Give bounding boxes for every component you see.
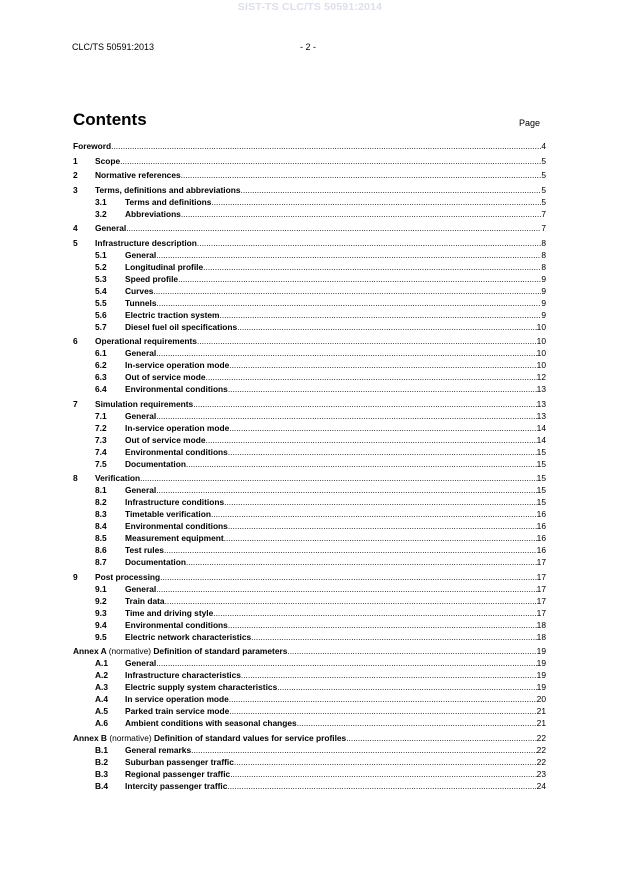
toc-entry[interactable]	[73, 595, 546, 607]
toc-entry[interactable]	[73, 717, 546, 729]
toc-entry[interactable]	[73, 619, 546, 631]
toc-entry-page: 18	[536, 619, 546, 630]
toc-entry-page: 14	[536, 422, 546, 433]
dot-leader	[186, 458, 537, 470]
toc-entry[interactable]	[73, 472, 546, 484]
toc-entry-title: Infrastructure characteristics	[125, 670, 241, 680]
toc-entry[interactable]	[73, 446, 546, 458]
toc-entry[interactable]	[73, 571, 546, 583]
toc-entry[interactable]	[73, 583, 546, 595]
toc-entry-title: In-service operation mode	[125, 422, 230, 433]
toc-entry-number: 8	[73, 473, 78, 483]
toc-entry-page: 7	[541, 223, 546, 233]
toc-entry-page: 17	[536, 557, 546, 567]
toc-entry-title: Documentation	[125, 458, 186, 469]
toc-entry-page: 15	[536, 497, 546, 507]
toc-entry-page: 5	[541, 155, 546, 166]
toc-entry-page: 23	[536, 768, 546, 779]
toc-entry-title: Normative references	[95, 170, 181, 180]
toc-entry-title: Environmental conditions	[125, 446, 228, 457]
dot-leader	[224, 496, 537, 508]
toc-entry[interactable]	[73, 544, 546, 556]
toc-entry[interactable]	[73, 222, 546, 234]
toc-entry-number: 5.2	[95, 261, 107, 272]
toc-entry-title: Documentation	[125, 557, 186, 567]
toc-entry-page: 22	[536, 744, 546, 755]
toc-entry-page: 8	[541, 261, 546, 272]
toc-entry-number: 3	[73, 184, 78, 195]
toc-entry[interactable]	[73, 669, 546, 681]
toc-entry-number: A.5	[95, 706, 109, 716]
dot-leader	[197, 335, 537, 347]
toc-entry-title: General	[125, 249, 157, 260]
toc-entry-page: 19	[536, 658, 546, 668]
toc-entry[interactable]	[73, 285, 546, 297]
toc-entry-title: Terms, definitions and abbreviations	[95, 184, 241, 195]
toc-entry-page: 19	[536, 682, 546, 692]
toc-entry-page: 13	[536, 410, 546, 421]
toc-entry-page: 21	[536, 706, 546, 716]
toc-entry[interactable]	[73, 508, 546, 520]
toc-entry-number: 3.1	[95, 196, 107, 207]
dot-leader	[120, 155, 541, 167]
toc-entry-number: B.1	[95, 744, 109, 755]
toc-entry[interactable]	[73, 631, 546, 643]
dot-leader	[229, 705, 536, 717]
toc-entry-number: B.2	[95, 756, 109, 767]
toc-entry[interactable]	[73, 556, 546, 568]
dot-leader	[224, 532, 537, 544]
toc-entry-title: Tunnels	[125, 297, 157, 308]
dot-leader	[156, 657, 536, 669]
toc-entry-title: Out of service mode	[125, 434, 206, 445]
annex-title: Definition of standard parameters	[153, 646, 288, 656]
dot-leader	[197, 237, 541, 249]
toc-entry-title: Timetable verification	[125, 509, 211, 519]
dot-leader	[203, 261, 541, 273]
toc-entry[interactable]	[73, 422, 546, 434]
toc-entry-number: 7.1	[95, 410, 107, 421]
toc-entry-title	[73, 645, 287, 657]
toc-entry-page: 16	[536, 521, 546, 531]
toc-entry-page: 10	[536, 360, 546, 370]
toc-entry[interactable]	[73, 434, 546, 446]
dot-leader	[211, 196, 541, 208]
toc-entry-number: A.6	[95, 718, 109, 728]
toc-entry-number: 8.7	[95, 557, 107, 567]
dot-leader	[234, 756, 537, 768]
dot-leader	[191, 744, 537, 756]
dot-leader	[287, 645, 536, 657]
toc-entry[interactable]	[73, 496, 546, 508]
toc-entry[interactable]	[73, 532, 546, 544]
dot-leader	[241, 669, 537, 681]
toc-entry-title: In service operation mode	[125, 694, 229, 704]
toc-entry-title: Operational requirements	[95, 336, 197, 346]
toc-entry-title: Foreword	[73, 141, 112, 151]
toc-entry-number: 1	[73, 155, 78, 166]
toc-entry-title: General	[125, 658, 157, 668]
dot-leader	[229, 422, 536, 434]
toc-entry-page: 9	[541, 309, 546, 320]
toc-entry-title: General	[125, 410, 157, 421]
annex-status-note: (normative)	[109, 732, 152, 743]
dot-leader	[241, 184, 542, 196]
toc-entry-page: 16	[536, 509, 546, 519]
dot-leader	[206, 434, 537, 446]
dot-leader	[181, 169, 542, 181]
toc-entry-page: 7	[541, 208, 546, 219]
toc-entry[interactable]	[73, 520, 546, 532]
toc-entry-page: 22	[536, 732, 546, 743]
dot-leader	[178, 273, 541, 285]
toc-entry-page: 15	[536, 458, 546, 469]
toc-entry-page: 24	[536, 780, 546, 791]
toc-entry-page: 19	[536, 670, 546, 680]
toc-entry-page: 15	[536, 446, 546, 457]
document-id: CLC/TS 50591:2013	[72, 42, 155, 52]
toc-entry-title	[73, 732, 346, 744]
toc-entry-number: 6.2	[95, 360, 107, 370]
dot-leader	[186, 556, 537, 568]
toc-entry-page: 10	[536, 348, 546, 358]
toc-entry-page: 16	[536, 545, 546, 555]
toc-entry-number: 7.2	[95, 422, 107, 433]
toc-entry-number: 9.3	[95, 607, 107, 618]
toc-entry[interactable]	[73, 645, 546, 657]
toc-entry-title: General	[125, 485, 157, 495]
toc-entry-title: Measurement equipment	[125, 533, 224, 543]
toc-entry-number: 6	[73, 336, 78, 346]
dot-leader	[230, 768, 536, 780]
toc-entry-page: 8	[541, 249, 546, 260]
toc-entry-page: 15	[536, 485, 546, 495]
dot-leader	[229, 359, 536, 371]
toc-entry-number: B.4	[95, 780, 109, 791]
toc-entry-number: 2	[73, 170, 78, 180]
annex-label: Annex A	[73, 646, 107, 656]
toc-entry-title: Suburban passenger traffic	[125, 756, 234, 767]
toc-entry-page: 13	[536, 398, 546, 409]
toc-entry-page: 19	[536, 646, 546, 656]
toc-entry[interactable]	[73, 169, 546, 181]
toc-entry-number: 9	[73, 571, 78, 582]
toc-entry-title: Terms and definitions	[125, 196, 212, 207]
dot-leader	[156, 249, 541, 261]
toc-entry-number: 7.3	[95, 434, 107, 445]
toc-entry[interactable]	[73, 297, 546, 309]
annex-title: Definition of standard values for service profiles	[154, 732, 347, 743]
toc-entry[interactable]	[73, 140, 546, 152]
toc-entry-number: 4	[73, 223, 78, 233]
toc-entry-number: 5.4	[95, 285, 107, 296]
toc-entry[interactable]	[73, 321, 546, 333]
toc-entry-number: 8.5	[95, 533, 107, 543]
toc-entry-number: 5.3	[95, 273, 107, 284]
toc-entry-number: A.2	[95, 670, 109, 680]
dot-leader	[227, 780, 536, 792]
toc-entry-page: 16	[536, 533, 546, 543]
dot-leader	[156, 410, 536, 422]
toc-entry-title: General remarks	[125, 744, 192, 755]
toc-entry-title: General	[95, 223, 127, 233]
toc-entry-number: 9.5	[95, 631, 107, 642]
toc-entry-title: Infrastructure description	[95, 237, 197, 248]
dot-leader	[165, 595, 537, 607]
toc-entry-title: Train data	[125, 595, 165, 606]
dot-leader	[213, 607, 536, 619]
dot-leader	[346, 732, 536, 744]
toc-entry[interactable]	[73, 768, 546, 780]
toc-entry-page: 9	[541, 285, 546, 296]
toc-entry-number: A.4	[95, 694, 109, 704]
toc-entry-number: 6.4	[95, 384, 107, 394]
toc-entry-number: 8.1	[95, 485, 107, 495]
toc-entry-page: 17	[536, 607, 546, 618]
toc-entry[interactable]	[73, 607, 546, 619]
toc-entry[interactable]	[73, 261, 546, 273]
toc-entry-page: 4	[541, 141, 546, 151]
annex-status-note: (normative)	[108, 646, 152, 656]
toc-entry-number: 7	[73, 398, 78, 409]
toc-entry-page: 18	[536, 631, 546, 642]
dot-leader	[251, 631, 537, 643]
toc-entry[interactable]	[73, 732, 546, 744]
toc-entry[interactable]	[73, 371, 546, 383]
toc-entry-title: Regional passenger traffic	[125, 768, 231, 779]
toc-entry[interactable]	[73, 359, 546, 371]
toc-entry-page: 15	[536, 473, 546, 483]
toc-entry-number: 7.5	[95, 458, 107, 469]
toc-entry-page: 17	[536, 571, 546, 582]
toc-entry-page: 12	[536, 372, 546, 382]
toc-entry-title: Longitudinal profile	[125, 261, 204, 272]
toc-entry-title: Curves	[125, 285, 154, 296]
toc-entry[interactable]	[73, 237, 546, 249]
toc-entry-number: 5.5	[95, 297, 107, 308]
toc-entry-title: Time and driving style	[125, 607, 214, 618]
toc-entry-number: A.3	[95, 682, 109, 692]
toc-entry-title: Infrastructure conditions	[125, 497, 225, 507]
toc-entry[interactable]	[73, 705, 546, 717]
page-number: - 2 -	[300, 42, 317, 52]
dot-leader	[193, 398, 536, 410]
toc-entry-title: Parked train service mode	[125, 706, 230, 716]
toc-entry-page: 20	[536, 694, 546, 704]
table-of-contents	[73, 140, 546, 792]
toc-entry-title: Ambient conditions with seasonal changes	[125, 718, 297, 728]
dot-leader	[164, 544, 537, 556]
dot-leader	[153, 285, 541, 297]
page-title: Contents	[73, 110, 147, 129]
dot-leader	[228, 383, 537, 395]
toc-entry[interactable]	[73, 410, 546, 422]
dot-leader	[160, 571, 537, 583]
toc-entry-number: 5.6	[95, 309, 107, 320]
toc-entry[interactable]	[73, 273, 546, 285]
toc-entry-page: 10	[536, 321, 546, 332]
toc-entry-title: Simulation requirements	[95, 398, 194, 409]
toc-entry[interactable]	[73, 335, 546, 347]
toc-entry-number: 8.4	[95, 521, 107, 531]
toc-entry[interactable]	[73, 249, 546, 261]
dot-leader	[156, 347, 536, 359]
dot-leader	[211, 508, 537, 520]
dot-leader	[237, 321, 537, 333]
toc-entry[interactable]	[73, 347, 546, 359]
toc-entry-title: Verification	[95, 473, 141, 483]
toc-entry-number: 9.1	[95, 583, 107, 594]
dot-leader	[228, 619, 537, 631]
dot-leader	[181, 208, 541, 220]
toc-entry-title: Electric supply system characteristics	[125, 682, 278, 692]
toc-entry[interactable]	[73, 657, 546, 669]
toc-entry[interactable]	[73, 309, 546, 321]
toc-entry-page: 14	[536, 434, 546, 445]
toc-entry-title: Environmental conditions	[125, 521, 228, 531]
dot-leader	[156, 583, 536, 595]
toc-entry[interactable]	[73, 184, 546, 196]
toc-entry-number: 3.2	[95, 208, 107, 219]
toc-entry-page: 5	[541, 170, 546, 180]
toc-entry-number: 8.6	[95, 545, 107, 555]
toc-entry-page: 5	[541, 196, 546, 207]
dot-leader	[111, 140, 541, 152]
toc-entry-page: 17	[536, 583, 546, 594]
toc-entry-title: Environmental conditions	[125, 384, 228, 394]
dot-leader	[156, 484, 536, 496]
toc-entry-title: Out of service mode	[125, 372, 206, 382]
dot-leader	[206, 371, 537, 383]
toc-entry-number: 5.1	[95, 249, 107, 260]
toc-entry-title: General	[125, 348, 157, 358]
toc-entry-title: Abbreviations	[125, 208, 181, 219]
toc-entry-number: 5	[73, 237, 78, 248]
dot-leader	[297, 717, 537, 729]
dot-leader	[229, 693, 537, 705]
toc-entry[interactable]	[73, 780, 546, 792]
dot-leader	[220, 309, 542, 321]
toc-entry-number: 6.3	[95, 372, 107, 382]
toc-entry[interactable]	[73, 756, 546, 768]
page-column-label: Page	[519, 118, 541, 128]
toc-entry-title: Diesel fuel oil specifications	[125, 321, 238, 332]
toc-entry-title: Intercity passenger traffic	[125, 780, 228, 791]
toc-entry-number: 5.7	[95, 321, 107, 332]
toc-entry-title: Speed profile	[125, 273, 179, 284]
toc-entry-title: Electric traction system	[125, 309, 220, 320]
toc-entry-number: 6.1	[95, 348, 107, 358]
toc-entry[interactable]	[73, 155, 546, 167]
toc-entry-title: In-service operation mode	[125, 360, 230, 370]
toc-entry-title: Scope	[95, 155, 121, 166]
toc-entry[interactable]	[73, 383, 546, 395]
toc-entry-page: 9	[541, 273, 546, 284]
toc-entry-page: 8	[541, 237, 546, 248]
dot-leader	[228, 446, 537, 458]
toc-entry-number: 7.4	[95, 446, 107, 457]
toc-entry-page: 10	[536, 336, 546, 346]
toc-entry-number: B.3	[95, 768, 109, 779]
toc-entry-title: Electric network characteristics	[125, 631, 252, 642]
toc-entry-title: Post processing	[95, 571, 161, 582]
toc-entry-title: Environmental conditions	[125, 619, 228, 630]
toc-entry[interactable]	[73, 196, 546, 208]
toc-entry[interactable]	[73, 208, 546, 220]
annex-label: Annex B	[73, 732, 107, 743]
toc-entry-page: 17	[536, 595, 546, 606]
toc-entry-title: Test rules	[125, 545, 164, 555]
toc-entry-number: 9.4	[95, 619, 107, 630]
toc-entry-page: 22	[536, 756, 546, 767]
dot-leader	[277, 681, 536, 693]
toc-entry[interactable]	[73, 484, 546, 496]
dot-leader	[228, 520, 537, 532]
dot-leader	[140, 472, 537, 484]
toc-entry[interactable]	[73, 693, 546, 705]
toc-entry-page: 21	[536, 718, 546, 728]
toc-entry[interactable]	[73, 398, 546, 410]
dot-leader	[126, 222, 541, 234]
toc-entry-number: 8.3	[95, 509, 107, 519]
toc-entry-page: 5	[541, 184, 546, 195]
toc-entry-number: 9.2	[95, 595, 107, 606]
dot-leader	[156, 297, 541, 309]
toc-entry-title: General	[125, 583, 157, 594]
toc-entry[interactable]	[73, 681, 546, 693]
toc-entry-page: 13	[536, 384, 546, 394]
toc-entry[interactable]	[73, 744, 546, 756]
toc-entry[interactable]	[73, 458, 546, 470]
toc-entry-number: A.1	[95, 658, 109, 668]
watermark: SIST-TS CLC/TS 50591:2014	[237, 1, 383, 13]
toc-entry-page: 9	[541, 297, 546, 308]
toc-entry-number: 8.2	[95, 497, 107, 507]
